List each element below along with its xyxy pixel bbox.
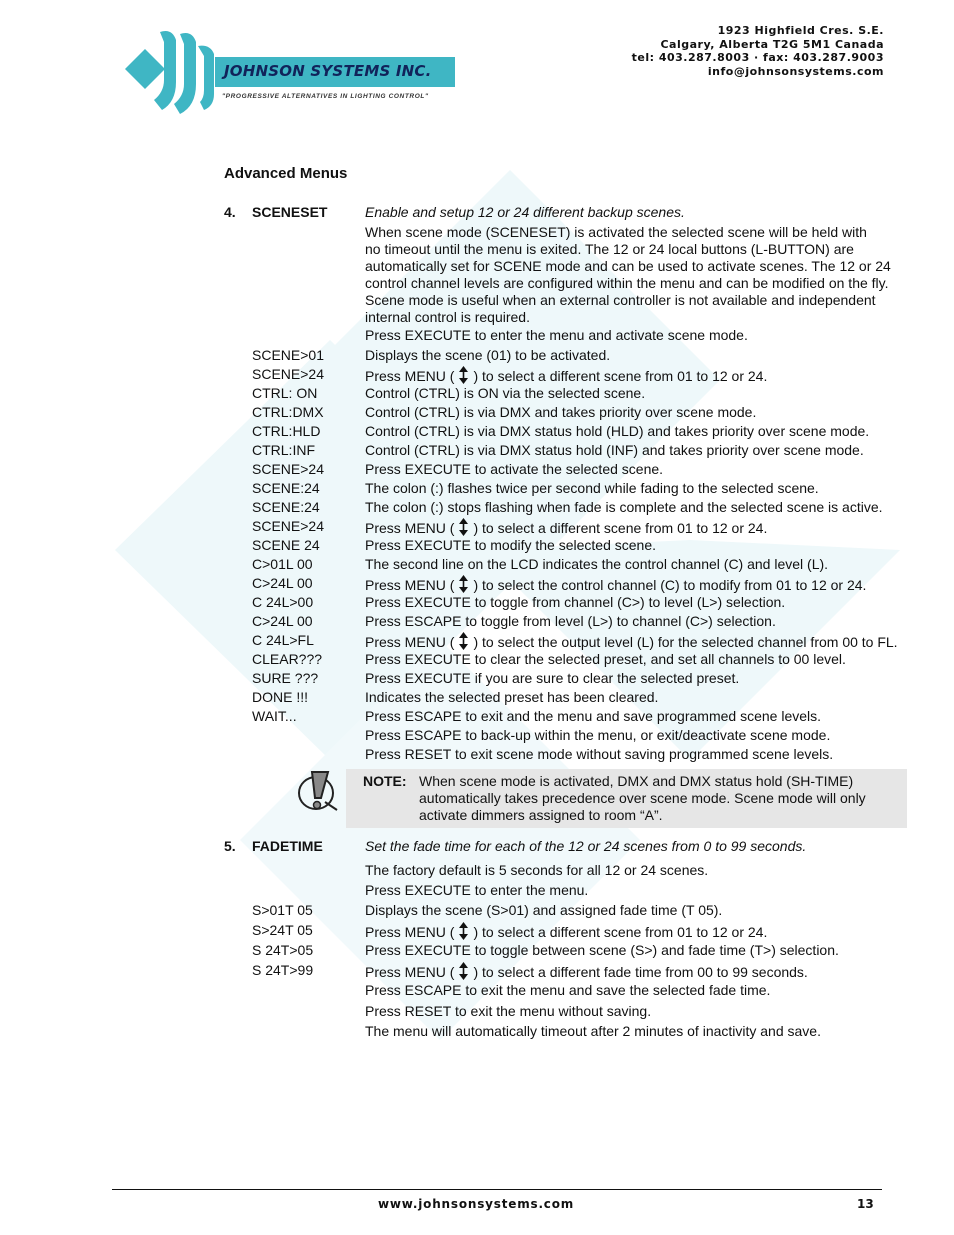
menu-description (365, 575, 866, 593)
footer-rule (112, 1189, 882, 1190)
description-text: Press ESCAPE to back-up within the menu, or exit/deactivate scene mode. (365, 727, 831, 743)
menu-description (365, 1003, 651, 1019)
up-down-arrows-icon (458, 575, 469, 593)
address-line-2: Calgary, Alberta T2G 5M1 Canada (660, 37, 884, 51)
menu-row (0, 537, 954, 556)
menu-description (365, 442, 864, 458)
lcd-code: S>24T 05 (252, 922, 313, 939)
lcd-code: S>01T 05 (252, 902, 313, 918)
menu-description (365, 1023, 821, 1039)
description-text: Press EXECUTE if you are sure to clear the selected preset. (365, 670, 740, 686)
fadetime-intro-line: Press EXECUTE to enter the menu. (365, 882, 589, 898)
menu-description (365, 613, 776, 629)
menu-description (365, 461, 663, 477)
exclamation-note-icon (295, 768, 341, 814)
menu-row (0, 727, 954, 746)
description-text: Press MENU ( (365, 577, 455, 593)
description-text: Press ESCAPE to toggle from level (L>) to channel (C>) selection. (365, 613, 776, 629)
lcd-code: SCENE>24 (252, 518, 324, 534)
menu-description (365, 404, 756, 420)
note-line: automatically takes precedence over scene mode. Scene mode will only (419, 790, 866, 806)
menu-row (0, 594, 954, 613)
menu-description (365, 651, 846, 667)
item-summary: Set the fade time for each of the 12 or 24 scenes from 0 to 99 seconds. (365, 838, 807, 854)
description-text: Press MENU ( (365, 520, 455, 536)
note-text (419, 773, 899, 824)
menu-row (0, 480, 954, 499)
description-text: Press EXECUTE to modify the selected scene. (365, 537, 657, 553)
company-name: JOHNSON SYSTEMS INC. (224, 62, 432, 80)
description-text: Displays the scene (01) to be activated. (365, 347, 611, 363)
up-down-arrows-icon (458, 632, 469, 650)
email-line: info@johnsonsystems.com (707, 65, 884, 79)
menu-row (0, 613, 954, 632)
menu-description (365, 670, 739, 686)
lcd-code: SCENE 24 (252, 537, 320, 553)
note-label: NOTE: (363, 773, 407, 789)
sceneset-execute-line: Press EXECUTE to enter the menu and activate scene mode. (365, 327, 748, 343)
contact-block (632, 24, 884, 79)
sceneset-intro (365, 224, 905, 326)
lcd-code: CTRL:DMX (252, 404, 324, 420)
menu-description (365, 708, 821, 724)
menu-row (0, 575, 954, 594)
item-number: 4. (224, 204, 236, 220)
lcd-code: CTRL: ON (252, 385, 318, 401)
menu-description (365, 982, 770, 998)
description-text: Control (CTRL) is via DMX status hold (INF) and takes priority over scene mode. (365, 442, 864, 458)
menu-description (365, 556, 828, 572)
description-text: Press MENU ( (365, 634, 455, 650)
lcd-code: C 24L>00 (252, 594, 314, 610)
note-line: When scene mode is activated, DMX and DMX status hold (SH-TIME) (419, 773, 854, 789)
item-name: SCENESET (252, 204, 328, 220)
description-text-suffix: ) to select a different fade time from 00 to 99 seconds. (473, 964, 808, 981)
description-text: Displays the scene (S>01) and assigned fade time (T 05). (365, 902, 723, 918)
menu-row (0, 670, 954, 689)
lcd-code: CTRL:HLD (252, 423, 321, 439)
up-down-arrows-icon (458, 962, 469, 980)
menu-row (0, 461, 954, 480)
description-text-suffix: ) to select the control channel (C) to modify from 01 to 12 or 24. (473, 577, 867, 593)
address-line-1: 1923 Highfield Cres. S.E. (717, 24, 884, 37)
company-tagline: "PROGRESSIVE ALTERNATIVES IN LIGHTING CONTROL" (222, 93, 429, 100)
lcd-code: SURE ??? (252, 670, 319, 686)
menu-description (365, 537, 656, 553)
description-text: The colon (:) flashes twice per second while fading to the selected scene. (365, 480, 819, 496)
menu-description (365, 942, 839, 958)
footer-url: www.johnsonsystems.com (378, 1197, 575, 1211)
lcd-code: SCENE:24 (252, 499, 320, 515)
menu-row (0, 982, 954, 1001)
intro-line: control channel levels are configured within the menu and can be modified on the fly. (365, 275, 889, 291)
lcd-code: SCENE>01 (252, 347, 324, 363)
description-text-suffix: ) to select a different scene from 01 to 12 or 24. (473, 520, 768, 536)
menu-row (0, 347, 954, 366)
description-text-suffix: ) to select the output level (L) for the selected channel from 00 to FL. (473, 634, 898, 650)
menu-description (365, 727, 830, 743)
intro-line: automatically set for SCENE mode and can be used to activate scenes. The 12 or 24 (365, 258, 891, 274)
menu-row (0, 942, 954, 961)
menu-row (0, 366, 954, 385)
lcd-code: C>24L 00 (252, 575, 313, 591)
menu-row (0, 1023, 954, 1042)
description-text: Indicates the selected preset has been cleared. (365, 689, 659, 705)
item-number: 5. (224, 838, 236, 854)
lcd-code: SCENE:24 (252, 480, 320, 496)
menu-description (365, 423, 869, 439)
menu-description (365, 518, 767, 536)
fadetime-intro-line: The factory default is 5 seconds for all 12 or 24 scenes. (365, 862, 709, 878)
lcd-code: S 24T>05 (252, 942, 314, 959)
menu-description (365, 962, 808, 980)
menu-row (0, 423, 954, 442)
description-text: Press RESET to exit the menu without saving. (365, 1002, 652, 1019)
menu-row (0, 962, 954, 981)
item-summary: Enable and setup 12 or 24 different backup scenes. (365, 204, 685, 220)
lcd-code: C 24L>FL (252, 632, 314, 648)
lcd-code: WAIT... (252, 708, 297, 724)
menu-row (0, 404, 954, 423)
menu-description (365, 902, 722, 918)
menu-description (365, 499, 883, 515)
intro-line: no timeout until the menu is exited. The 12 or 24 local buttons (L-BUTTON) are (365, 241, 854, 257)
up-down-arrows-icon (458, 518, 469, 536)
intro-line: internal control is required. (365, 309, 530, 325)
intro-line: Scene mode is useful when an external controller is not available and independent (365, 292, 876, 308)
description-text: Control (CTRL) is ON via the selected scene. (365, 385, 646, 401)
description-text: Press EXECUTE to toggle from channel (C>) to level (L>) selection. (365, 594, 786, 610)
description-text: Press RESET to exit scene mode without saving programmed scene levels. (365, 746, 834, 762)
lcd-code: SCENE>24 (252, 461, 324, 477)
menu-description (365, 594, 785, 610)
lcd-code: SCENE>24 (252, 366, 324, 382)
menu-description (365, 480, 819, 496)
description-text: Press ESCAPE to exit and the menu and save programmed scene levels. (365, 708, 822, 724)
description-text: Press EXECUTE to toggle between scene (S>) and fade time (T>) selection. (365, 942, 839, 959)
lcd-code: C>24L 00 (252, 613, 313, 629)
description-text-suffix: ) to select a different scene from 01 to 12 or 24. (473, 924, 768, 941)
description-text-suffix: ) to select a different scene from 01 to 12 or 24. (473, 368, 768, 384)
description-text: Press ESCAPE to exit the menu and save the selected fade time. (365, 982, 771, 999)
menu-row (0, 689, 954, 708)
lcd-code: CLEAR??? (252, 651, 323, 667)
menu-row (0, 651, 954, 670)
item-name: FADETIME (252, 838, 323, 854)
menu-row (0, 632, 954, 651)
lcd-code: DONE !!! (252, 689, 309, 705)
menu-row (0, 499, 954, 518)
description-text: The menu will automatically timeout after 2 minutes of inactivity and save. (365, 1022, 821, 1039)
up-down-arrows-icon (458, 922, 469, 940)
menu-description (365, 366, 767, 384)
description-text: Control (CTRL) is via DMX status hold (HLD) and takes priority over scene mode. (365, 423, 870, 439)
menu-description (365, 347, 610, 363)
description-text: Press MENU ( (365, 368, 455, 384)
menu-description (365, 632, 898, 650)
menu-row (0, 902, 954, 921)
description-text: Control (CTRL) is via DMX and takes priority over scene mode. (365, 404, 757, 420)
description-text: The second line on the LCD indicates the control channel (C) and level (L). (365, 556, 829, 572)
up-down-arrows-icon (458, 366, 469, 384)
intro-line: When scene mode (SCENESET) is activated the selected scene will be held with (365, 224, 867, 240)
note-line: activate dimmers assigned to room “A”. (419, 807, 663, 823)
menu-description (365, 746, 833, 762)
menu-row (0, 746, 954, 765)
phone-fax-line: tel: 403.287.8003 · fax: 403.287.9003 (631, 51, 884, 65)
lcd-code: C>01L 00 (252, 556, 313, 572)
description-text: The colon (:) stops flashing when fade is complete and the selected scene is active. (365, 499, 883, 515)
menu-row (0, 708, 954, 727)
description-text: Press MENU ( (365, 924, 455, 941)
lcd-code: CTRL:INF (252, 442, 315, 458)
menu-row (0, 442, 954, 461)
description-text: Press MENU ( (365, 964, 455, 981)
menu-description (365, 922, 767, 940)
page-number: 13 (857, 1197, 874, 1211)
section-title: Advanced Menus (224, 165, 348, 182)
menu-row (0, 518, 954, 537)
menu-row (0, 922, 954, 941)
menu-description (365, 689, 658, 705)
description-text: Press EXECUTE to activate the selected scene. (365, 461, 664, 477)
menu-row (0, 385, 954, 404)
lcd-code: S 24T>99 (252, 962, 314, 979)
menu-description (365, 385, 645, 401)
menu-row (0, 556, 954, 575)
description-text: Press EXECUTE to clear the selected preset, and set all channels to 00 level. (365, 651, 846, 667)
menu-row (0, 1003, 954, 1022)
